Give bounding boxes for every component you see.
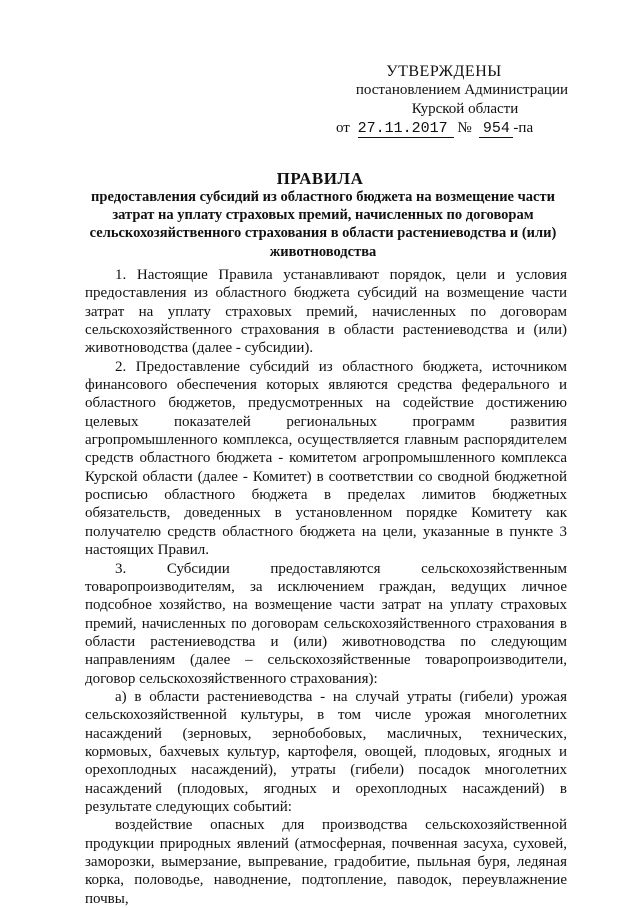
paragraph-1: 1. Настоящие Правила устанавливают порядок, цели и условия предоставления из областного бюджета субсидий на возмещение части затрат на уплату страховых премий, начисленных по договорам сельскохозяйственного страхования в области растениеводства и (или) животноводства (далее - субсидии). (85, 267, 567, 357)
approval-date-line (300, 119, 580, 138)
document-body (85, 266, 567, 908)
approval-block (300, 62, 580, 138)
approval-date: 27.11.2017 (358, 121, 454, 138)
date-prefix: от (336, 120, 350, 136)
paragraph-3a-events: воздействие опасных для производства сельскохозяйственной продукции природных явлений (атмосферная, почвенная засуха, суховей, заморозки, вымерзание, выпревание, градобитие, пыльная буря, ледяная корка, половодье, наводнение, подтопление, паводок, переувлажнение почвы, (85, 817, 567, 907)
page-title: ПРАВИЛА (276, 169, 364, 188)
number-sign: № (457, 120, 472, 136)
paragraph-3: 3. Субсидии предоставляются сельскохозяйственным товаропроизводителям, за исключением граждан, ведущих личное подсобное хозяйство, на возмещение части затрат на уплату страховых премий, начисленных по договорам сельскохозяйственного страхования в области растениеводства и (или) животноводства по следующим направлениям (далее – сельскохозяйственные товаропроизводители, договор сельскохозяйственного страхования): (85, 560, 567, 687)
paragraph-3a: а) в области растениеводства - на случай утраты (гибели) урожая сельскохозяйственной культуры, в том числе урожая многолетних насаждений (зерновых, зернобобовых, масличных, технических, кормовых, бахчевых культур, картофеля, овощей, плодовых, ягодных и орехоплодных насаждений), утраты (гибели) посадок многолетних насаждений (плодовых, ягодных и орехоплодных насаждений) в результате следующих событий: (85, 688, 567, 815)
page-subtitle: предоставления субсидий из областного бюджета на возмещение части затрат на уплату страховых премий, начисленных по договорам сельскохозяйственного страхования в области растениеводства и (или) животноводства (89, 189, 557, 260)
approval-title: УТВЕРЖДЕНЫ (386, 63, 502, 80)
number-suffix: -па (513, 120, 534, 136)
approval-number: 954 (479, 121, 513, 138)
paragraph-2: 2. Предоставление субсидий из областного бюджета, источником финансового обеспечения которых являются средства федерального и областного бюджетов, предусмотренных на содействие достижению целевых показателей региональных программ развития агропромышленного комплекса, осуществляется главным распорядителем средств областного бюджета - комитетом агропромышленного комплекса Курской области (далее - Комитет) в соответствии со сводной бюджетной росписью областного бюджета в пределах лимитов бюджетных обязательств, доведенных в установленном порядке Комитету как получателю средств областного бюджета на цели, указанные в пункте 3 настоящих Правил. (85, 358, 567, 559)
approval-region-line: Курской области (411, 101, 519, 117)
approval-decree-line: постановлением Администрации (355, 82, 568, 98)
